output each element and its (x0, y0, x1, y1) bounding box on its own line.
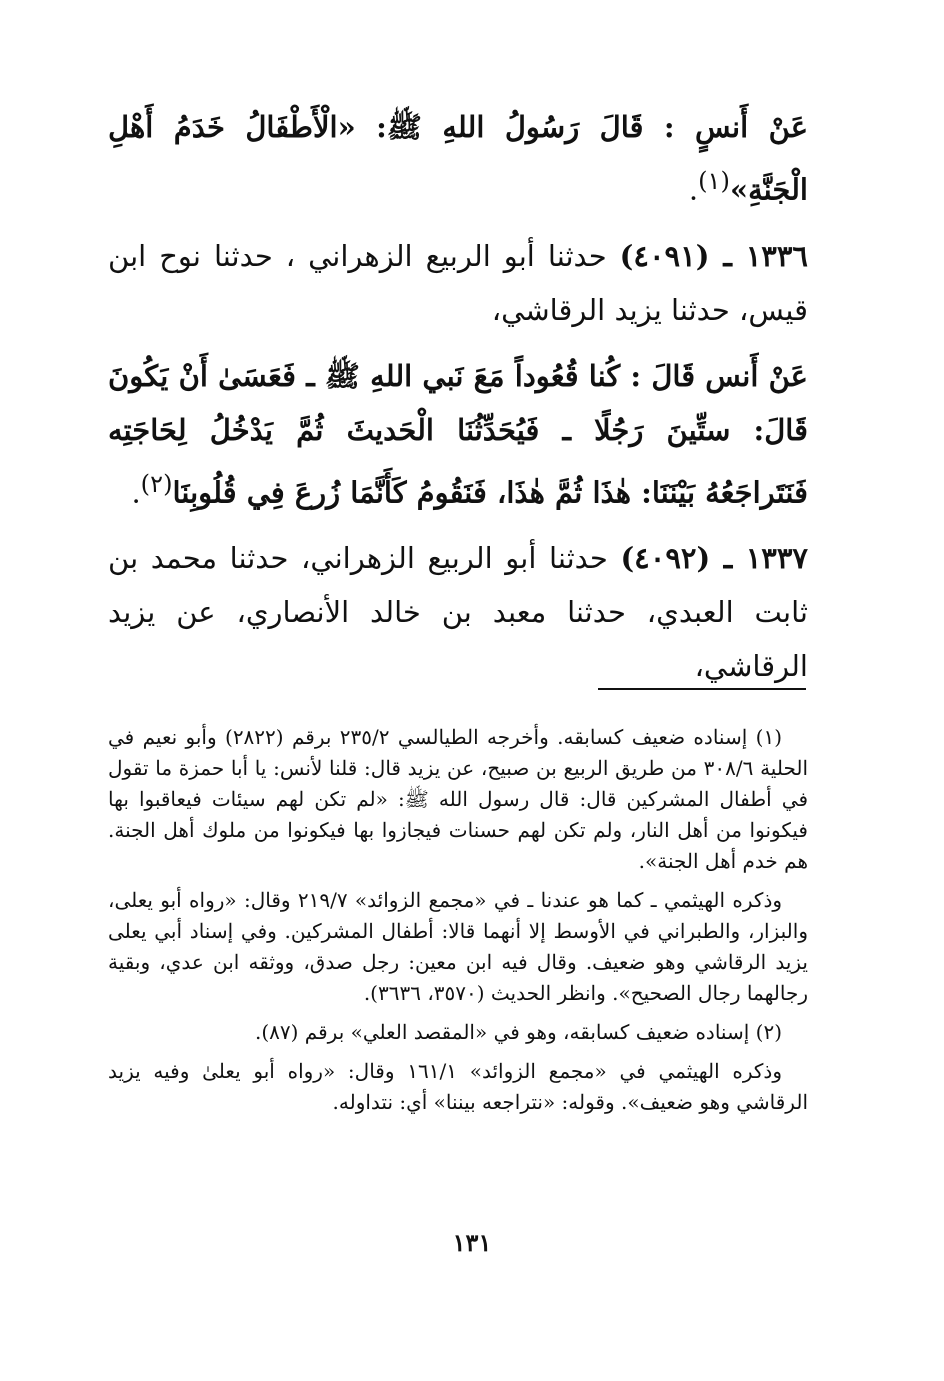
hadith-1335-text: عَنْ أَنسٍ : قَالَ رَسُولُ اللهِ ﷺ: «الْأَطْفَالُ خَدَمُ أَهْلِ الْجَنَّةِ» (108, 110, 808, 207)
hadith-1337-isnad (108, 531, 808, 693)
main-text (108, 100, 808, 693)
hadith-1336-number: ١٣٣٦ ـ (٤٠٩١) (619, 238, 808, 273)
hadith-1337-number: ١٣٣٧ ـ (٤٠٩٢) (620, 541, 809, 576)
footnote-2-para-1: (٢) إسناده ضعيف كسابقه، وهو في «المقصد العلي» برقم (٨٧). (254, 1020, 782, 1044)
footnote-divider (598, 688, 806, 690)
hadith-1337-isnad-text: حدثنا أبو الربيع الزهراني، حدثنا محمد بن ثابت العبدي، حدثنا معبد بن خالد الأنصاري، عن يزيد الرقاشي، (108, 541, 808, 684)
hadith-1336-matn (108, 349, 808, 520)
hadith-1335-end: . (688, 172, 699, 207)
page-number: ١٣١ (452, 1228, 492, 1257)
footnote-2-para-2: وذكره الهيثمي في «مجمع الزوائد» ١٦١/١ وقال: «رواه أبو يعلىٰ وفيه يزيد الرقاشي وهو ضعيف». وقوله: «نتراجعه بيننا» أي: نتداوله. (108, 1059, 808, 1114)
hadith-1335 (108, 100, 808, 217)
footnote-1-para-2: وذكره الهيثمي ـ كما هو عندنا ـ في «مجمع الزوائد» ٢١٩/٧ وقال: «رواه أبو يعلى، والبزار، والطبراني في الأوسط إلا أنهما قالا: أطفال المشركين. وفي إسناد أبي يعلى يزيد الرقاشي وهو ضعيف. وقال فيه ابن معين: رجل صدق، ووثقه ابن عدي، وبقية رجالهما رجال الصحيح». وانظر الحديث (٣٥٧٠، ٣٦٣٦). (108, 888, 808, 1005)
footnotes (108, 722, 808, 1126)
footnote-ref-1: (١) (698, 167, 730, 195)
hadith-1336-isnad-text: حدثنا أبو الربيع الزهراني ، حدثنا نوح ابن قيس، حدثنا يزيد الرقاشي، (108, 238, 808, 327)
hadith-1336-isnad (108, 229, 808, 337)
footnote-1-para-1: (١) إسناده ضعيف كسابقه. وأخرجه الطيالسي ٢٣٥/٢ برقم (٢٨٢٢) وأبو نعيم في الحلية ٣٠٨/٦ من طريق الربيع بن صبيح، عن يزيد قال: قلنا لأنس: يا أبا حمزة ما تقول في أطفال المشركين قال: قال رسول الله ﷺ: «لم تكن لهم سيئات فيعاقبوا بها فيكونوا من أهل النار، ولم تكن لهم حسنات فيجازوا بها فيكونوا من ملوك أهل الجنة. هم خدم أهل الجنة». (108, 725, 809, 873)
footnote-ref-2: (٢) (140, 469, 173, 498)
hadith-1336-end: . (131, 475, 141, 510)
hadith-1336-text: عَنْ أَنس قَالَ : كُنا قُعُوداً مَعَ نَبي اللهِ ﷺ ـ فَعَسَىٰ أَنْ يَكُونَ قَالَ: ستِّينَ رَجُلًا ـ فَيُحَدِّثُنَا الْحَديثَ ثُمَّ يَدْخُلُ لِحَاجَتِه فَنَتَراجَعُهُ بَيْنَنَا: هٰذَا ثُمَّ هٰذَا، فَنَقُومُ كَأَنَّمَا زُرعَ فِي قُلُوبِنَا (108, 358, 808, 510)
